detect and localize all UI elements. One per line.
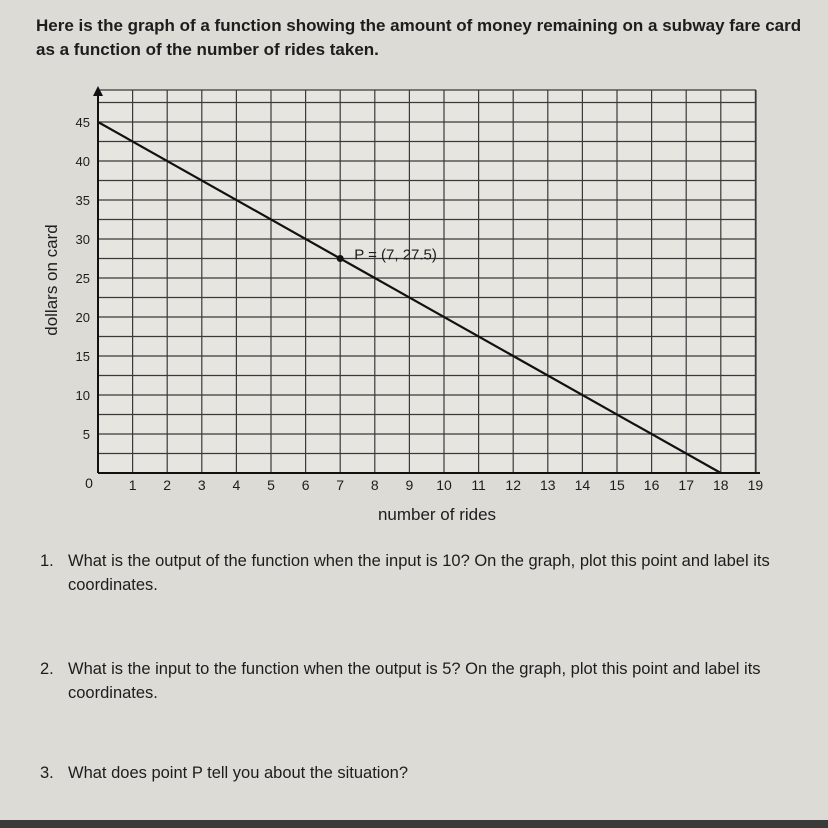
question-3-text: What does point P tell you about the situation? [68,764,409,782]
y-tick-label: 25 [75,271,90,286]
x-tick-label: 17 [678,477,694,493]
x-tick-label: 7 [336,477,345,493]
y-tick-label: 30 [75,232,90,247]
question-1-text: What is the output of the function when the input is 10? On the graph, plot this point and label its coordinates. [68,552,770,594]
x-tick-label: 10 [436,477,452,493]
x-tick-label: 12 [505,477,521,493]
y-tick-label: 40 [75,154,90,169]
x-tick-label: 16 [643,477,660,493]
y-tick-label: 35 [75,193,90,208]
point-p-label: P = (7, 27.5) [354,246,437,264]
x-tick-label: 1 [128,477,137,493]
x-tick-label: 6 [301,477,310,493]
y-tick-label: 45 [75,115,90,130]
x-tick-label: 8 [370,477,379,493]
question-2-text: What is the input to the function when the output is 5? On the graph, plot this point and label its coordinates. [68,660,761,702]
x-tick-label: 4 [232,477,241,493]
question-2-number: 2. [40,660,54,678]
x-tick-label: 18 [713,477,729,493]
x-axis-label: number of rides [377,505,497,524]
question-3-number: 3. [40,764,54,782]
y-tick-label: 20 [75,310,90,325]
point-p-marker [337,255,344,262]
y-tick-label: 10 [75,388,90,403]
x-tick-label: 15 [609,477,625,493]
plot-area [98,90,756,473]
y-tick-label: 15 [75,349,90,364]
y-tick-label: 5 [82,427,90,442]
x-tick-label: 2 [163,477,172,493]
x-tick-label: 3 [197,477,206,493]
x-tick-label: 9 [405,477,414,493]
origin-label: 0 [85,475,93,491]
intro-text: Here is the graph of a function showing the amount of money remaining on a subway fare card as a function of the number of rides taken. [36,16,802,59]
question-1-number: 1. [40,552,54,570]
x-tick-label: 5 [267,477,275,493]
x-tick-label: 11 [471,477,486,493]
x-tick-label: 14 [574,477,591,493]
x-tick-label: 13 [540,477,556,493]
y-axis-label: dollars on card [42,224,61,336]
bottom-edge [0,820,828,828]
x-tick-label: 19 [747,477,764,493]
